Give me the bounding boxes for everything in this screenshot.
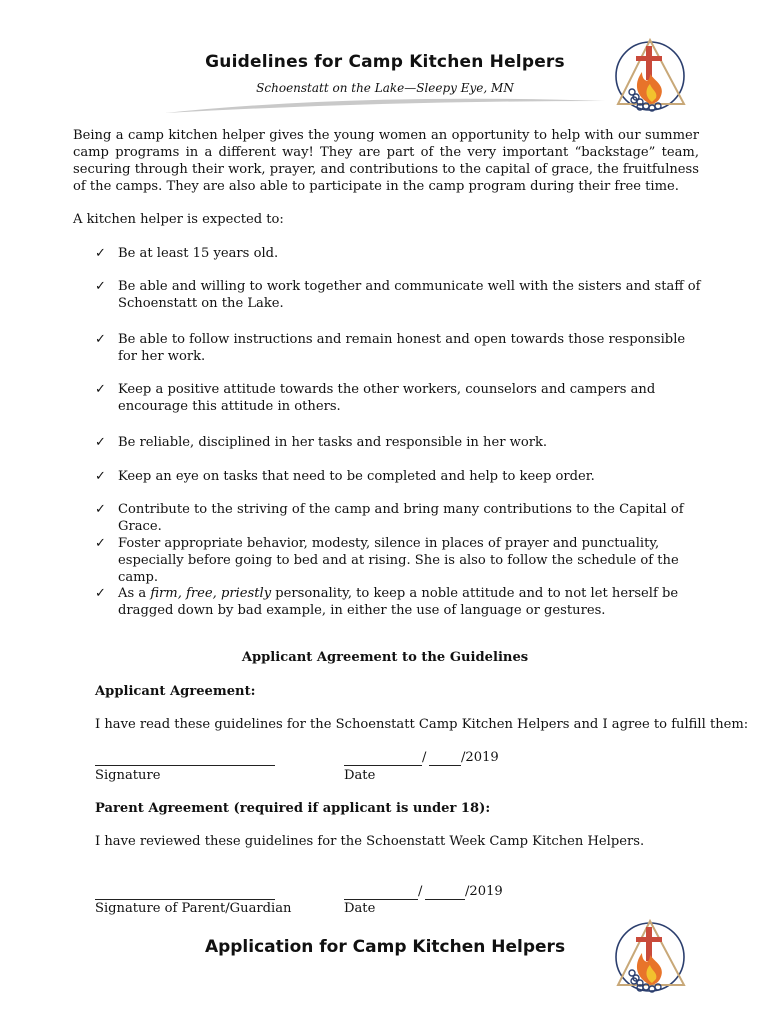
parent-signature-label: Signature of Parent/Guardian [95,901,292,916]
list-item [95,331,705,365]
camp-logo-icon [612,915,690,999]
signature-line[interactable] [95,765,275,766]
signature-label: Signature [95,768,161,783]
list-item-text-end: personality, to keep a noble attitude and to not let herself be dragged down by bad example, in either the use of language or gestures. [118,586,679,618]
list-item [95,434,705,451]
swoosh-decoration [160,95,610,117]
camp-logo-icon [612,34,690,118]
intro-paragraph: Being a camp kitchen helper gives the young women an opportunity to help with our summer camp programs in a different way! They are part of the very important “backstage” team, securing through their work, prayer, and contributions to the capital of grace, the fruitfulness of the camps. They are also able to participate in the camp program during their free time. [73,128,699,194]
list-item-text-start: As a [118,586,151,601]
expectations-lead: A kitchen helper is expected to: [73,212,284,227]
list-item-text: Be able to follow instructions and remain honest and open towards those responsible for her work. [118,332,686,364]
page-subtitle: Schoenstatt on the Lake—Sleepy Eye, MN [256,81,514,95]
list-item-text: Be able and willing to work together and communicate well with the sisters and staff of Schoenstatt on the Lake. [118,279,701,311]
date-day-line[interactable] [429,765,461,766]
page-title: Guidelines for Camp Kitchen Helpers [205,52,565,72]
list-item-text [118,585,705,619]
check-icon: ✓ [95,469,106,484]
list-item [95,381,705,415]
list-item [95,468,705,485]
parent-date-day-line[interactable] [425,899,465,900]
list-item [95,501,705,535]
check-icon: ✓ [95,502,106,517]
footer-title: Application for Camp Kitchen Helpers [204,937,566,957]
list-item [95,278,705,312]
parent-date-year: /2019 [465,884,503,899]
list-item [95,245,705,262]
date-year: /2019 [461,750,499,765]
agreement-heading: Applicant Agreement to the Guidelines [241,650,529,665]
parent-agreement-label: Parent Agreement (required if applicant is under 18): [95,801,491,816]
parent-agreement-text: I have reviewed these guidelines for the Schoenstatt Week Camp Kitchen Helpers. [95,834,645,849]
list-item-text: Contribute to the striving of the camp and bring many contributions to the Capital of Grace. [118,502,684,534]
parent-date-label: Date [344,901,376,916]
parent-date-separator: / [418,884,423,899]
list-item-text: Keep a positive attitude towards the other workers, counselors and campers and encourage this attitude in others. [118,382,656,414]
list-item-text: Be at least 15 years old. [118,246,279,261]
check-icon: ✓ [95,435,106,450]
list-item-emphasis: firm, free, priestly [150,586,272,601]
list-item-text: Be reliable, disciplined in her tasks and responsible in her work. [118,435,548,450]
applicant-agreement-label: Applicant Agreement: [95,684,256,699]
check-icon: ✓ [95,586,106,601]
list-item [95,535,705,586]
check-icon: ✓ [95,382,106,397]
list-item-text: Keep an eye on tasks that need to be completed and help to keep order. [118,469,595,484]
date-separator: / [422,750,427,765]
list-item-text: Foster appropriate behavior, modesty, silence in places of prayer and punctuality, especially before going to bed and at rising. She is also to follow the schedule of the camp. [118,536,679,585]
check-icon: ✓ [95,536,106,551]
date-label: Date [344,768,376,783]
date-month-line[interactable] [344,765,422,766]
check-icon: ✓ [95,279,106,294]
applicant-agreement-text: I have read these guidelines for the Schoenstatt Camp Kitchen Helpers and I agree to fulfill them: [95,717,749,732]
list-item [95,585,705,619]
check-icon: ✓ [95,246,106,261]
check-icon: ✓ [95,332,106,347]
